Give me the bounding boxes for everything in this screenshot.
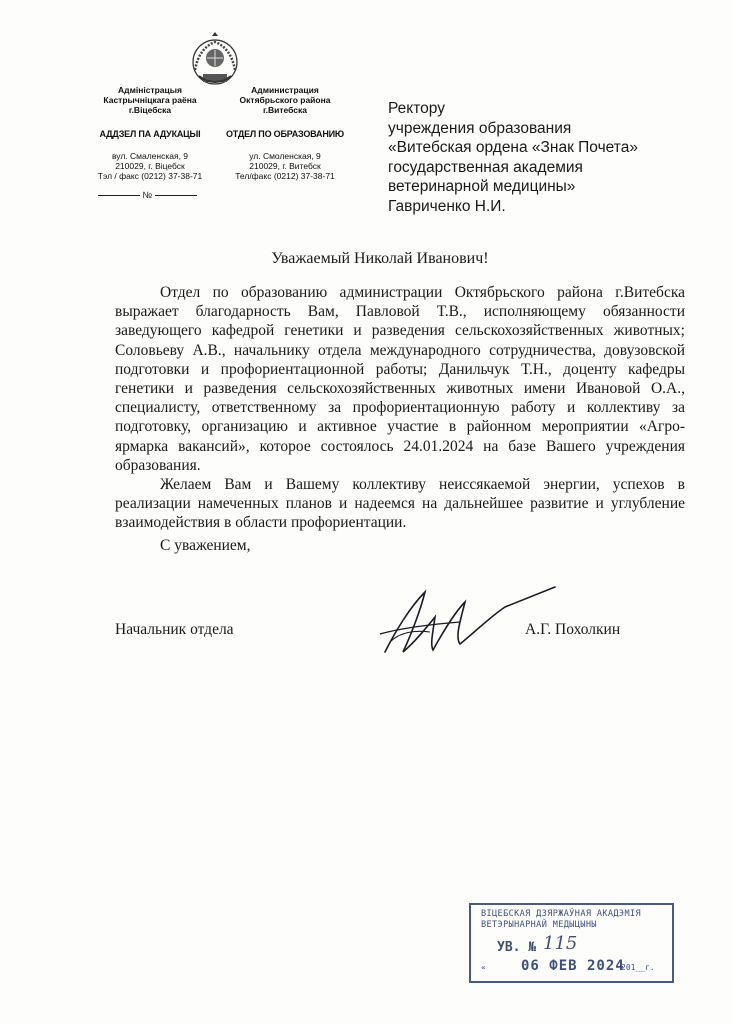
registration-line xyxy=(98,190,197,200)
addressee-line: государственная академия xyxy=(388,158,583,176)
addressee-line: Ректору xyxy=(388,100,445,117)
letterhead-right-org-1: Администрация xyxy=(251,85,319,95)
closing-phrase: С уважением, xyxy=(160,536,251,554)
stamp-org xyxy=(481,909,641,931)
letter-body xyxy=(115,283,685,555)
handwritten-signature xyxy=(365,572,565,667)
letterhead-right-addr-1: ул. Смоленская, 9 xyxy=(249,151,321,161)
stamp-year-suffix: 201__г. xyxy=(621,963,655,972)
letterhead-right-org-2: Октябрьского района xyxy=(239,95,331,105)
addressee-line: «Витебская ордена «Знак Почета» xyxy=(388,139,638,156)
letterhead-right-dept: ОТДЕЛ ПО ОБРАЗОВАНИЮ xyxy=(226,129,344,139)
stamp-date: 06 ФЕВ 2024 xyxy=(521,958,625,974)
state-emblem-icon xyxy=(185,30,245,90)
addressee-line: Гавриченко Н.И. xyxy=(388,197,506,215)
stamp-org-line-2: ВЕТЭРЫНАРНАЙ МЕДЫЦЫНЫ xyxy=(481,920,597,930)
stamp-reg-number: 115 xyxy=(543,933,578,954)
letterhead-left-org-1: Адміністрацыя xyxy=(118,85,182,95)
letterhead-left-org-3: г.Віцебска xyxy=(128,105,172,115)
signatory-title: Начальник отдела xyxy=(115,621,234,638)
addressee-line: учреждения образования xyxy=(388,119,572,137)
reg-no-sign: № xyxy=(142,190,153,200)
letterhead-right-org-3: г.Витебска xyxy=(262,105,308,115)
letterhead-left-addr-3: Тэл / факс (0212) 37-38-71 xyxy=(97,171,203,181)
letterhead-left-dept: АДДЗЕЛ ПА АДУКАЦЫІ xyxy=(99,129,201,139)
letterhead-left-addr-1: вул. Смаленская, 9 xyxy=(111,151,189,161)
letterhead-left-addr-2: 210029, г. Віцебск xyxy=(115,161,185,171)
letterhead-left xyxy=(80,85,220,181)
body-paragraph-2: Желаем Вам и Вашему коллективу неиссякаемой энергии, успехов в реализации намеченных планов и надеемся на дальнейшее развитие и углубление взаимодействия в области профориентации. xyxy=(115,476,685,532)
letterhead-left-org-2: Кастрычніцкага раёна xyxy=(103,95,197,105)
stamp-day-prefix: « xyxy=(481,963,486,972)
letterhead-right xyxy=(215,85,355,181)
body-paragraph-1: Отдел по образованию администрации Октябрьского района г.Витебска выражает благодарность Вам, Павловой Т.В., исполняющему обязанности заведующего кафедрой генетики и разведения сельскохозяйственных животных; Соловьеву А.В., начальнику отдела международного сотрудничества, довузовской подготовки и профориентационной работы; Данильчук Т.Н., доценту кафедры генетики и разведения сельскохозяйственных животных имени Ивановой О.А., специалисту, ответственному за профориентационную работу и коллективу за подготовку, организацию и активное участие в районном мероприятии «Агро-ярмарка вакансий», которое состоялось 24.01.2024 на базе Вашего учреждения образования. xyxy=(115,284,685,474)
stamp-reg-label: УВ. № xyxy=(497,940,537,955)
addressee-line: ветеринарной медицины» xyxy=(388,178,576,195)
incoming-registration-stamp xyxy=(469,903,674,983)
letterhead-right-addr-3: Тел/факс (0212) 37-38-71 xyxy=(235,171,335,181)
signatory-name: А.Г. Похолкин xyxy=(525,621,621,638)
salutation: Уважаемый Николай Иванович! xyxy=(271,250,489,267)
addressee-block xyxy=(388,99,638,216)
letterhead-right-addr-2: 210029, г. Витебск xyxy=(249,161,321,171)
stamp-org-line-1: ВІЦЕБСКАЯ ДЗЯРЖАЎНАЯ АКАДЭМІЯ xyxy=(481,909,642,919)
